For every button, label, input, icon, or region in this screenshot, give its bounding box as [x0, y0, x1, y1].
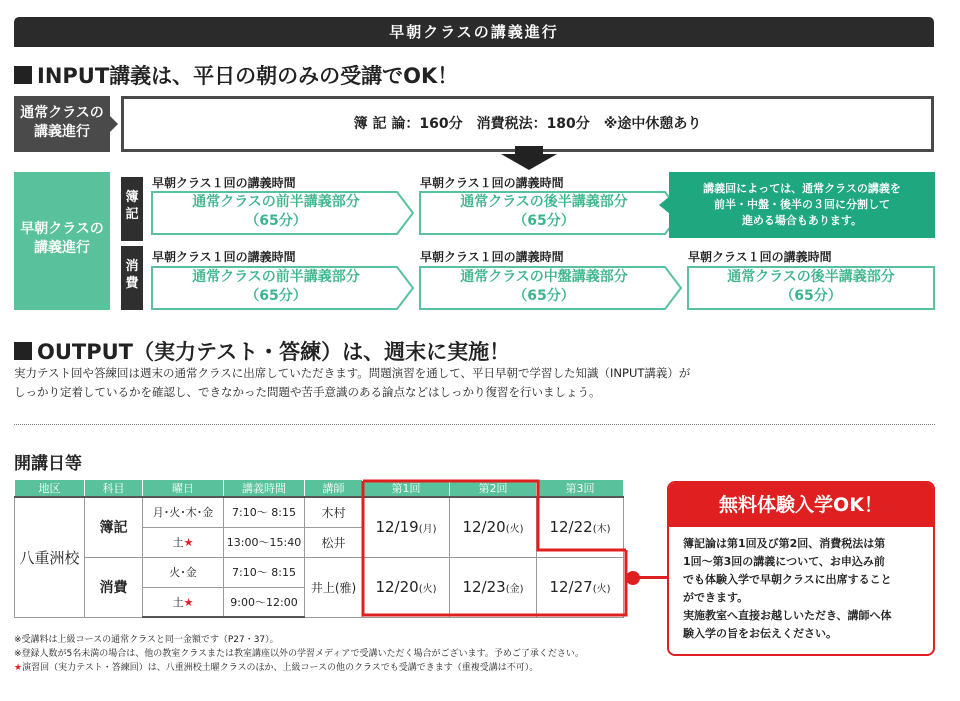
time-cell: 9:00〜12:00 [224, 587, 305, 617]
teacher-cell: 木村 [305, 497, 363, 527]
session-title: 早朝クラス１回の講義時間 [420, 250, 564, 264]
square-bullet-icon [14, 342, 32, 360]
normal-class-label: 通常クラスの 講義進行 [14, 96, 110, 152]
page-header-bar: 早朝クラスの講義進行 [14, 17, 934, 47]
date-cell: 12/23(金) [450, 557, 537, 617]
star-icon: ★ [183, 595, 194, 609]
free-trial-box [667, 481, 935, 656]
subject-cell: 消費 [85, 557, 143, 617]
down-arrow-icon [501, 146, 557, 170]
free-trial-body: 簿記論は第1回及び第2回、消費税法は第 1回〜第3回の講義について、お申込み前 でも体験入学で早朝クラスに出席すること ができます。 実施教室へ直接お越しいただき、講師へ体 験入学の旨をお伝えください。 [683, 537, 892, 640]
normal-class-duration: 簿 記 論：160分 消費税法：180分 ※途中休憩あり [121, 96, 934, 152]
time-cell: 13:00〜15:40 [224, 527, 305, 557]
output-description: 実力テスト回や答練回は週末の通常クラスに出席していただきます。問題演習を通して、平日早朝で学習した知識（INPUT講義）が しっかり定着しているかを確認し、できなかった問題や苦手意識のある論点などはしっかり復習を行いましょう。 [14, 366, 691, 399]
bokki-session-1: 通常クラスの前半講義部分 （65分） [151, 191, 415, 235]
output-heading: OUTPUT（実力テスト・答練）は、週末に実施！ [14, 336, 510, 366]
footnote-enrollment: ※登録人数が5名未満の場合は、他の教室クラスまたは教室講座以外の学習メディアで受講いただく場合がございます。予めご了承ください。 [14, 649, 584, 659]
footnote-fee: ※受講料は上級コースの通常クラスと同一金額です（P27・37）。 [14, 635, 279, 645]
dotted-divider [14, 424, 935, 425]
session-title: 早朝クラス１回の講義時間 [152, 250, 296, 264]
bokki-row-label: 簿 記 [121, 177, 143, 241]
star-icon: ★ [183, 536, 194, 549]
time-cell: 7:10〜 8:15 [224, 557, 305, 587]
day-cell: 火･金 [143, 557, 224, 587]
day-cell: 土★ [143, 527, 224, 557]
free-trial-highlight [360, 478, 642, 618]
date-cell: 12/22(木) [537, 497, 624, 557]
shohi-row-label: 消 費 [121, 246, 143, 310]
time-cell: 7:10〜 8:15 [224, 497, 305, 527]
footnote-practice: ★演習回（実力テスト・答練回）は、八重洲校土曜クラスのほか、上級コースの他のクラスでも受講できます（重複受講は不可）。 [14, 663, 539, 673]
day-cell: 月･火･木･金 [143, 497, 224, 527]
bokki-session-2: 通常クラスの後半講義部分 （65分） [419, 191, 683, 235]
input-heading: INPUT講義は、平日の朝のみの受講でOK！ [14, 60, 458, 90]
area-cell: 八重洲校 [15, 497, 85, 617]
date-cell: 12/19(月) [363, 497, 450, 557]
date-cell: 12/27(火) [537, 557, 624, 617]
table-header-row: 地区 科目 曜日 講義時間 講師 第1回 第2回 第3回 [15, 480, 624, 497]
square-bullet-icon [14, 66, 32, 84]
teacher-cell: 松井 [305, 527, 363, 557]
session-title: 早朝クラス１回の講義時間 [420, 176, 564, 190]
connector-dot-icon [626, 571, 640, 585]
teacher-cell: 井上(雅) [305, 557, 363, 617]
session-title: 早朝クラス１回の講義時間 [152, 176, 296, 190]
subject-cell: 簿記 [85, 497, 143, 557]
free-trial-heading: 無料体験入学OK！ [669, 483, 933, 527]
shohi-session-1: 通常クラスの前半講義部分 （65分） [151, 266, 415, 310]
schedule-title: 開講日等 [14, 454, 82, 474]
day-cell: 土★ [143, 587, 224, 617]
early-class-label: 早朝クラスの 講義進行 [14, 172, 110, 310]
split-lecture-note: 講義回によっては、通常クラスの講義を 前半・中盤・後半の３回に分割して 進める場合もあります。 [669, 172, 935, 238]
date-cell: 12/20(火) [450, 497, 537, 557]
date-cell: 12/20(火) [363, 557, 450, 617]
shohi-session-2: 通常クラスの中盤講義部分 （65分） [419, 266, 683, 310]
star-icon: ★ [14, 663, 23, 673]
shohi-session-3: 通常クラスの後半講義部分 （65分） [687, 266, 935, 310]
session-title: 早朝クラス１回の講義時間 [688, 250, 832, 264]
